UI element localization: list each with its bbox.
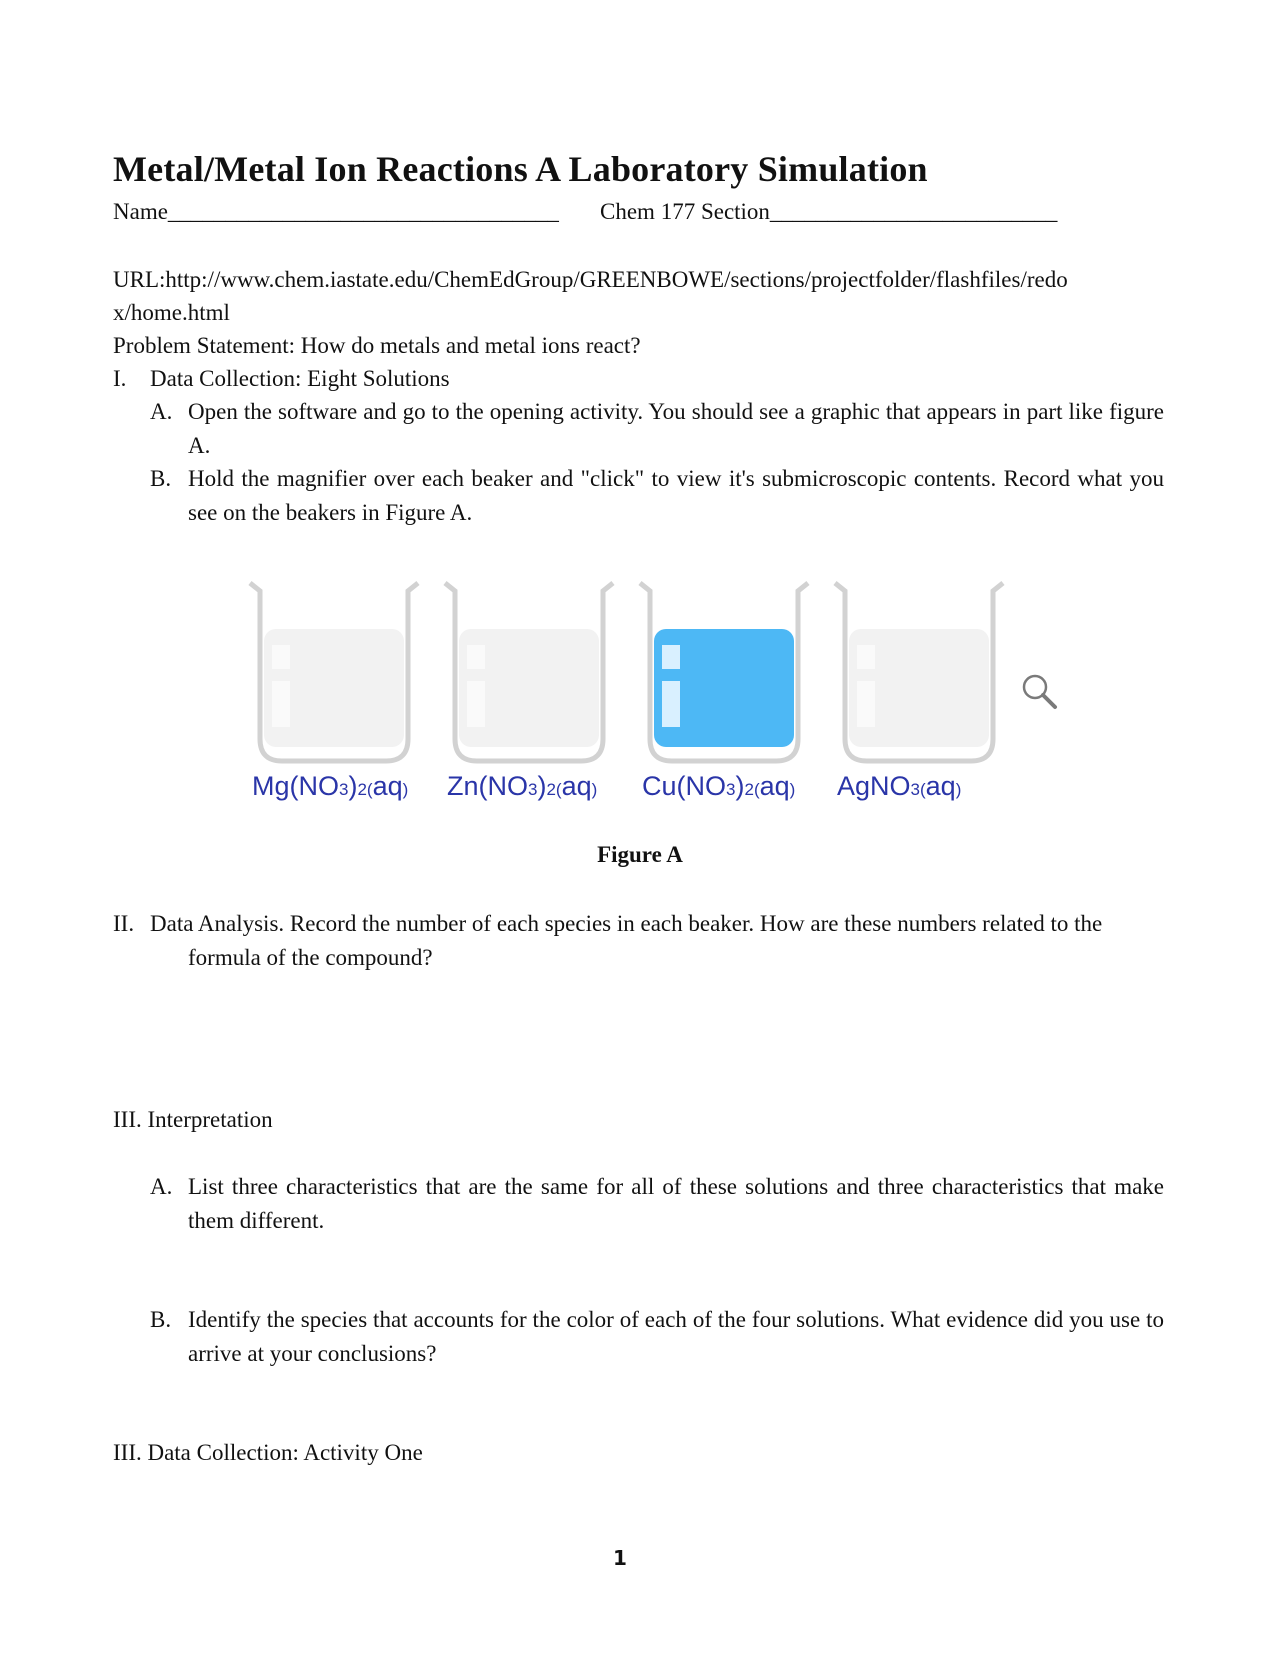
beaker-highlight	[467, 681, 485, 727]
beaker-label: Cu(NO3)2(aq)	[642, 771, 796, 801]
page-title: Metal/Metal Ion Reactions A Laboratory Simulation	[113, 149, 928, 189]
item-b-label: B.	[150, 466, 172, 491]
beaker-2[interactable]	[445, 583, 613, 801]
beaker-4[interactable]	[835, 583, 1003, 801]
section-2-label: II.	[113, 911, 135, 936]
section-1-heading: Data Collection: Eight Solutions	[150, 366, 450, 391]
section-4-heading: III. Data Collection: Activity One	[113, 1440, 423, 1465]
item-a-text: List three characteristics that are the same for all of these solutions and three characteristics that make them different.	[188, 1174, 1164, 1233]
section-3-item-a	[150, 1170, 1164, 1238]
beaker-highlight	[467, 645, 485, 669]
problem-statement: Problem Statement: How do metals and metal ions react?	[113, 333, 641, 358]
item-a-label: A.	[150, 1174, 173, 1199]
item-b-text: Identify the species that accounts for the color of each of the four solutions. What evidence did you use to arrive at your conclusions?	[188, 1307, 1164, 1366]
beaker-highlight	[857, 681, 875, 727]
section-3-heading: III. Interpretation	[113, 1107, 273, 1132]
page-number: 1	[613, 1546, 627, 1570]
beaker-label: Zn(NO3)2(aq)	[447, 771, 598, 801]
item-a-label: A.	[150, 399, 173, 424]
section-3-item-b	[150, 1303, 1164, 1371]
beaker-highlight	[857, 645, 875, 669]
url-line-2: x/home.html	[113, 300, 230, 325]
item-b-text: Hold the magnifier over each beaker and "click" to view it's submicroscopic contents. Record what you see on the beakers in Figure A.	[188, 466, 1164, 525]
url-line-1: URL:http://www.chem.iastate.edu/ChemEdGroup/GREENBOWE/sections/projectfolder/flashfiles/redo	[113, 267, 1068, 292]
name-field-line: Name__________________________________	[113, 199, 559, 224]
item-b-label: B.	[150, 1307, 172, 1332]
item-a-text: Open the software and go to the opening activity. You should see a graphic that appears in part like figure A.	[188, 399, 1164, 458]
section-1-item-b	[150, 462, 1164, 530]
beaker-label: Mg(NO3)2(aq)	[252, 771, 409, 801]
beaker-label: AgNO3(aq)	[837, 771, 962, 801]
beaker-highlight	[272, 645, 290, 669]
beaker-highlight	[272, 681, 290, 727]
section-1-item-a	[150, 395, 1164, 463]
beaker-3[interactable]	[640, 583, 808, 801]
section-1-label: I.	[113, 366, 127, 391]
beaker-highlight	[662, 681, 680, 727]
magnifier-icon[interactable]	[1024, 676, 1055, 707]
section-2-text: Data Analysis. Record the number of each species in each beaker. How are these numbers related to the formula of the compound?	[150, 911, 1103, 970]
figure-caption: Figure A	[597, 842, 683, 867]
beaker-highlight	[662, 645, 680, 669]
beaker-1[interactable]	[250, 583, 418, 801]
section-field-line: Chem 177 Section_________________________	[600, 199, 1058, 224]
figure-a-beakers	[240, 575, 1080, 825]
